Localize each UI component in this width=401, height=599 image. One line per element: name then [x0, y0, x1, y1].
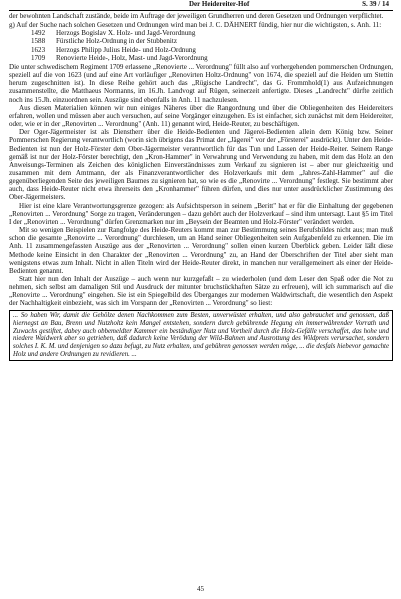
paragraph: Die unter schwedischem Regiment 1709 erlassene „Renovierte ... Verordnung" füllt also auf vorhergehenden pommerschen Ordnungen, speziell auf die von 1623 (und auf eine Art vorläufiger „Renovirten Holtz-Ordnung" von 1674, die speziell auf die Heiden um Stettin herum zugeschnitten ist). In diese Reihe gehört auch das „Rügische Landrecht", das G. Frommhold(1) aus Aufzeichnungen zusammenstellte, die Matthaeus Normanns, im 16.Jh. Landvogt auf Rügen, seinerzeit anfertigte. Dieses „Landrecht" dürfte zeitlich noch ins 15.Jh. einzuordnen sein. Auszüge sind ebenfalls in Anh. 11 nachzulesen. — [9, 62, 393, 104]
page-header — [9, 0, 393, 11]
list-item-year: 1709 — [31, 53, 46, 62]
list-item-year: 1588 — [31, 37, 46, 46]
running-title: Der Heidereiter-Hof — [189, 0, 250, 8]
list-item — [9, 54, 393, 62]
list-item — [9, 46, 393, 54]
paragraph: Aus diesen Materialien können wir nun einiges Näheres über die Rangordnung und über die Obliegenheiten des Heidereiters erfahren, wollen und müssen aber auch versuchen, auf seine Vorgänger einzugehen. Es ist einfacher, sich zunächst mit dem Heidereiter, oder, wie er in der „Renovirten ... Verordnung" (Anh. 11) genannt wird, Heide-Reuter, zu beschäftigen. — [9, 103, 393, 129]
list-item — [9, 37, 393, 45]
list-intro: g) Auf der Suche nach solchen Gesetzen und Ordnungen wird man bei J. C. DÄHNERT fündig, hier nur die wichtigsten, s. Anh. 11: — [9, 21, 382, 30]
list-item-text: Herzogs Philipp Julius Heide- und Holz-Ordnung — [56, 45, 196, 54]
list-item-text: Fürstliche Holz-Ordnung in der Stubbenitz — [56, 37, 177, 46]
paragraph-continuation: der bewohnten Landschaft zustände, beide im Auftrage der jeweiligen Grundherren und deren Gesetzen und Ordnungen verpflichtet. — [9, 12, 384, 20]
paragraph: Mit so wenigen Beispielen zur Rangfolge des Heide-Reuters kommt man zur Bestimmung seines Berufsbildes nicht aus; man muß schon die gesamte „Renovirte ... Verordnung" durchlesen, um an Hand seiner Obliegenheiten sein Aufgabenfeld zu erkennen. Die im Anh. 11 zusammengefassten Auszüge aus der „Renovirten ... Verordnung" sollen einen kurzen Überblick geben. Leider läßt diese Methode keine Einsicht in den Charakter der „Renovirten ... Verordnung" zu, an Hand der Überschriften der Titel aber sieht man wenigstens etwas zum Inhalt. Nicht in allen Titeln wird der Heide-Reuter direkt, in manchen nur verallgemeinert als einer der Heide-Bedienten genannt. — [9, 226, 393, 275]
ordinance-list — [9, 21, 393, 62]
page-reference: S. 39 / 14 — [362, 0, 389, 8]
quotation-box: ... So haben Wir, damit die Gehölze denen Nachkommen zum Besten, unverwüstet erhalten, und also gebrauchet und genossen, daß hiernegst an Bau, Brenn und Nutzholtz kein Mangel entstehen, sondern durch gebührende Hegung ein immerwährender Vorrath und Zuwachs gestiftet, dabey auch obbemeldter Kammer ein beständiger Nutz und Vortheil durch die Holz-Gefälle verschaffet, das hohe und niedere Waidwerk aber so getrieben, daß dadurch keine Verödung der Wild-Bahnen und Ausrottung des Wildprets verursachet, sondern solches I. K. M. und denjenigen so dazu befugt, zu Nutz erhalten, und gebühren genossen werden möge, ... die desfals hiebevor gemachte Holz und andere Ordnungen zu revidieren. ... — [9, 310, 393, 362]
paragraph: Hier ist eine klare Verantwortungsgrenze gezogen: als Aufsichtsperson in seinem „Beritt" hat er für die Einhaltung der gegebenen „Renovirten ... Verordnung" Sorge zu tragen, Veränderungen – dazu gehört auch der Holzverkauf – sind ihm untersagt. Laut §5 im Titel I der „Renovirten ... Verordnung" dürfen Grenzmarken nur im „Beysein der Beamten und Holz-Förster" verändert werden. — [9, 201, 393, 226]
list-item-text: Herzogs Bogislav X. Holz- und Jagd-Verordnung — [56, 29, 196, 38]
paragraph: Der Oger-Jägermeister ist als Dienstherr über die Heide-Bedienten und Jägerei-Bedienten allein dem König bzw. Seiner Pommerschen Regierung verantwortlich (worin sich übrigens das Primat der „Jägerei" vor der „Försterei" ausdrückt). Unter den Heide-Bedienten ist nun der Holz-Förster dem Ober-Jägermeister verantwortlich für das Tun und Lassen der Heide-Reiter. Seinem Range gemäß ist nur der Holz-Förster berechtigt, den „Kron-Hammer" in Verwahrung und Verwendung zu haben, mit dem das Holz an den Anweisungs-Terminen als Zeichen des königlichen Einverständnisses zum Verkauf zu signieren ist – aber nur gleichzeitig und zusammen mit dem Amtmann, der als Finanzverantwortlicher des Holzverkaufs mit dem „Jahres-Zahl-Hammer" auf die gegenüberliegenden Seite des jeweiligen Baumes zu signieren hat, so wie es die „Renovirte ... Verordnung" festlegt. Sie bestimmt aber auch, dass Heide-Reuter nicht etwa ihrerseits den „Kronhammer" führen dürfen, und dies nur unter ausdrücklicher Zustimmung des Ober-Jägermeisters. — [9, 128, 393, 202]
list-item-text: Renovierte Heide-, Holz, Mast- und Jagd-Verordnung — [56, 53, 208, 62]
page-number: 45 — [197, 585, 204, 593]
paragraph: Statt hier nun den Inhalt der Auszüge – auch wenn nur kurzgefaßt – zu wiederholen (und dem Leser den Spaß oder die Not zu nehmen, sich selbst am damaligen Stil und Ausdruck der mitunter bruchstückhaften Sätze zu erfreuen), will ich summarisch auf die „Renovirte ... Verordnung" eingehen. Sie ist ein Spiegelbild des Überganges zur modernen Waldwirtschaft, die wesentlich den Aspekt der Nachhaltigkeit einbezieht, was sich im Vorspann der „Renovirten ... Verordnung" so liest: — [9, 275, 393, 308]
list-item-year: 1623 — [31, 45, 46, 54]
list-item-year: 1492 — [31, 29, 46, 38]
list-item — [9, 29, 393, 37]
body-text — [9, 12, 393, 361]
